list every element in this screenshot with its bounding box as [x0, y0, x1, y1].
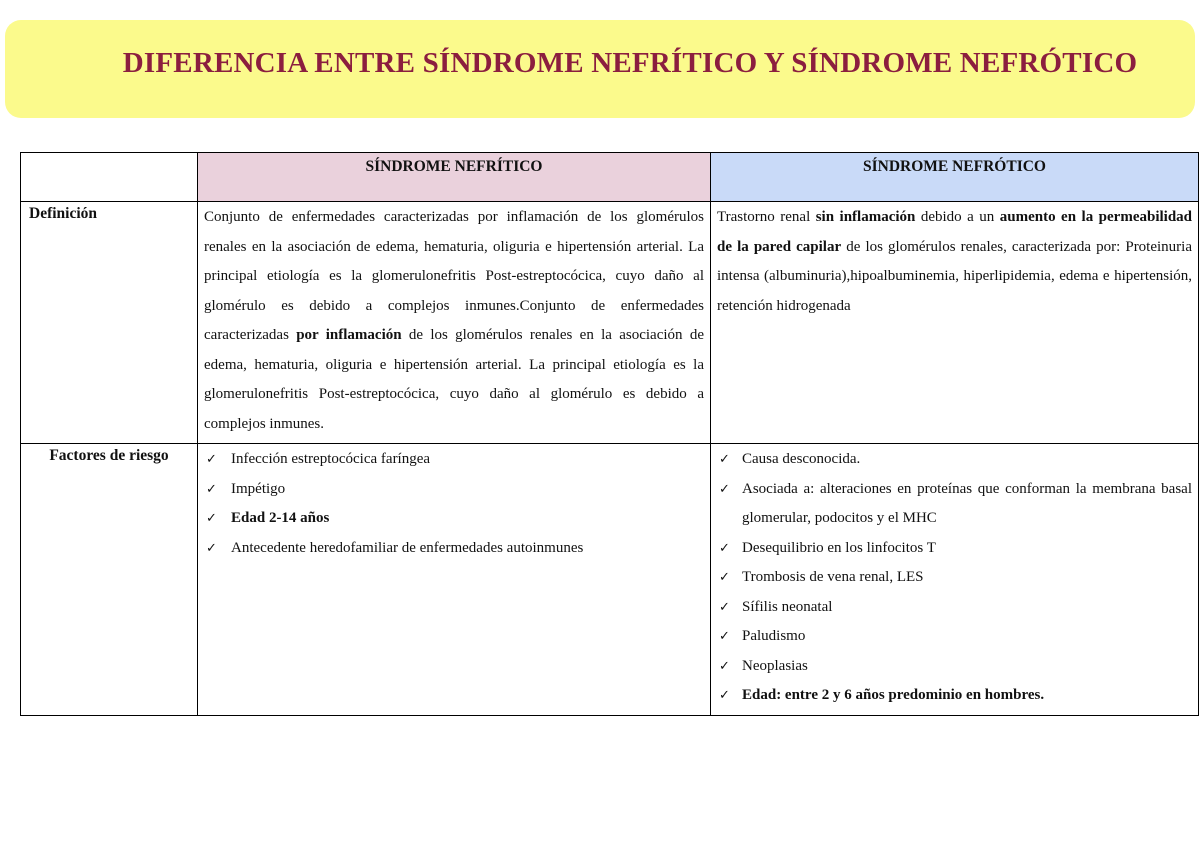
- list-item: [717, 652, 1192, 682]
- definicion-nefritico: [198, 202, 711, 444]
- check-icon: ✓: [206, 540, 217, 556]
- check-icon: ✓: [719, 599, 730, 615]
- definicion-nefrotico-bold-1: sin inflamación: [815, 209, 916, 225]
- definicion-nefritico-text-2: de los glomérulos renales en la asociación de edema, hematuria, oliguria e hipertensión arterial. La principal etiología es la glomerulonefritis Post-estreptocócica, cuyo daño al glomérulo es debido a complejos inmunes.: [204, 327, 704, 432]
- list-item: [204, 475, 704, 505]
- list-item: [717, 681, 1192, 711]
- list-item-text: Edad: entre 2 y 6 años predominio en hombres.: [742, 687, 1045, 703]
- list-item-text: Asociada a: alteraciones en proteínas que conforman la membrana basal glomerular, podocitos y el MHC: [742, 480, 1192, 526]
- check-icon: ✓: [719, 688, 730, 703]
- row-definicion: [21, 202, 1199, 444]
- list-item: [204, 534, 704, 564]
- comparison-table: [20, 152, 1199, 716]
- check-icon: ✓: [206, 511, 217, 526]
- list-item-text: Impétigo: [231, 480, 286, 497]
- row-label-factores: Factores de riesgo: [21, 444, 198, 716]
- list-item: [204, 504, 704, 534]
- page-title: DIFERENCIA ENTRE SÍNDROME NEFRÍTICO Y SÍNDROME NEFRÓTICO: [122, 47, 1138, 79]
- row-factores: [21, 444, 1199, 716]
- list-item-text: Infección estreptocócica faríngea: [231, 451, 431, 467]
- list-item: [717, 622, 1192, 652]
- factores-nefrotico: [711, 444, 1199, 716]
- check-icon: ✓: [719, 570, 730, 585]
- check-icon: ✓: [719, 540, 730, 556]
- list-item-text: Desequilibrio en los linfocitos T: [742, 539, 936, 556]
- list-item-text: Neoplasias: [742, 657, 808, 674]
- header-nefrotico: SÍNDROME NEFRÓTICO: [711, 153, 1199, 202]
- factores-nefrotico-list: [717, 445, 1192, 711]
- check-icon: ✓: [719, 452, 730, 467]
- definicion-nefrotico-text-2: debido a un: [915, 209, 1000, 225]
- list-item-text: Sífilis neonatal: [742, 598, 833, 615]
- list-item: [204, 445, 704, 475]
- list-item-text: Causa desconocida.: [742, 451, 861, 467]
- header-empty-cell: [21, 153, 198, 202]
- definicion-nefritico-bold: por inflamación: [296, 327, 402, 343]
- check-icon: ✓: [206, 452, 217, 467]
- header-row: [21, 153, 1199, 202]
- list-item: [717, 534, 1192, 564]
- list-item-text: Paludismo: [742, 628, 806, 644]
- check-icon: ✓: [719, 629, 730, 644]
- check-icon: ✓: [719, 481, 730, 497]
- list-item: [717, 475, 1192, 534]
- row-label-definicion: Definición: [21, 202, 198, 444]
- header-nefritico: SÍNDROME NEFRÍTICO: [198, 153, 711, 202]
- check-icon: ✓: [206, 481, 217, 497]
- definicion-nefrotico-bold-2: aumento en la permeabilidad de la pared capilar: [717, 209, 1193, 255]
- factores-nefritico-list: [204, 445, 704, 563]
- definicion-nefrotico-text-3: de los glomérulos renales, caracterizada por: Proteinuria intensa (albuminuria),hipoalbuminemia, hiperlipidemia, edema e hipertensión, retención hidrogenada: [717, 238, 1192, 314]
- list-item-text: Trombosis de vena renal, LES: [742, 569, 924, 585]
- title-banner: [5, 20, 1195, 118]
- list-item-text: Edad 2-14 años: [231, 510, 330, 526]
- definicion-nefrotico-text-1: Trastorno renal: [717, 209, 816, 225]
- definicion-nefritico-text-1: Conjunto de enfermedades caracterizadas por inflamación de los glomérulos renales en la asociación de edema, hematuria, oliguria e hipertensión arterial. La principal etiología es la glomerulonefritis Post-estreptocócica, cuyo daño al glomérulo es debido a complejos inmunes.Conjunto de enfermedades caracterizadas: [204, 209, 704, 343]
- list-item: [717, 593, 1192, 623]
- check-icon: ✓: [719, 658, 730, 674]
- list-item: [717, 563, 1192, 593]
- definicion-nefrotico: [711, 202, 1199, 444]
- factores-nefritico: [198, 444, 711, 716]
- list-item-text: Antecedente heredofamiliar de enfermedades autoinmunes: [231, 539, 584, 556]
- list-item: [717, 445, 1192, 475]
